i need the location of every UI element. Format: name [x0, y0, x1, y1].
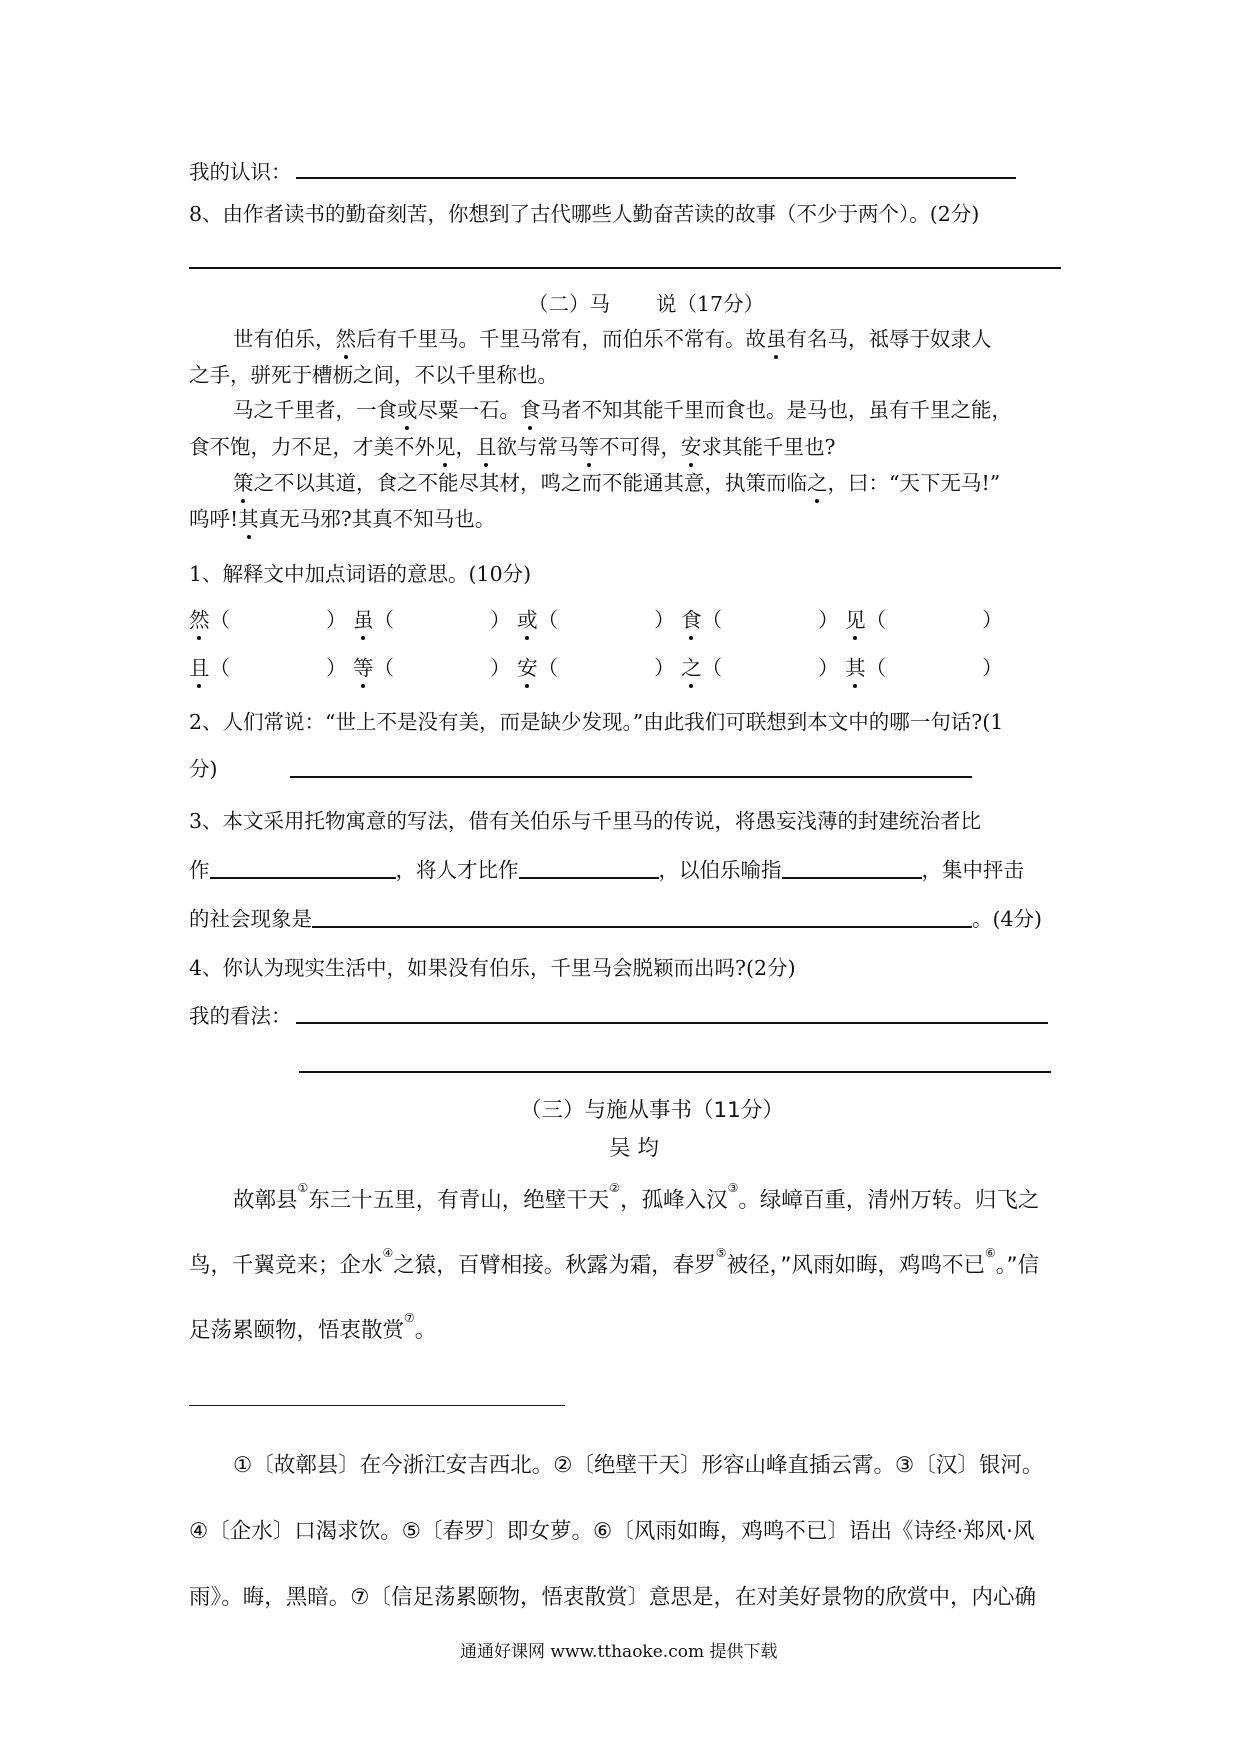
q4-text: 4、你认为现实生活中，如果没有伯乐，千里马会脱颖而出吗?(2分) — [189, 956, 796, 980]
q1-row1: 然（ ） 虽（ ） 或（ ） 食（ ） 见（ ） — [189, 603, 1003, 633]
term: 安 — [517, 651, 538, 681]
passage-para3-line1: 策之不以其道，食之不能尽其材，鸣之而不能通其意，执策而临之，曰：“天下无马!” — [233, 466, 1000, 496]
q3-fill-line1: 作 ，将人才比作 ，以伯乐喻指 ，集中抨击 — [189, 858, 1024, 882]
term: 虽 — [353, 603, 374, 633]
dotted-word: 等 — [579, 430, 600, 460]
passage-para2-line1: 马之千里者，一食或尽粟一石。食马者不知其能千里而食也。是马也，虽有千里之能， — [233, 393, 1012, 423]
q1-text: 1、解释文中加点词语的意思。(10分) — [189, 562, 532, 586]
term: 之 — [681, 651, 702, 681]
q4-answer-line-2 — [299, 1071, 1051, 1073]
dotted-word: 然 — [336, 322, 357, 352]
term: 食 — [681, 603, 702, 633]
q1-row2: 且（ ） 等（ ） 安（ ） 之（ ） 其（ ） — [189, 651, 1003, 681]
dotted-word: 且 — [476, 430, 497, 460]
term: 且 — [189, 651, 210, 681]
passage-para1-line1: 世有伯乐，然后有千里马。千里马常有，而伯乐不常有。故虽有名马，祗辱于奴隶人 — [233, 322, 992, 352]
section3-para-line3: 足荡累颐物，悟衷散赏⑦。 — [189, 1311, 437, 1343]
dotted-word: 策 — [233, 466, 254, 496]
footnote-line3: 雨》。晦，黑暗。⑦〔信足荡累颐物，悟衷散赏〕意思是，在对美好景物的欣赏中，内心确 — [189, 1585, 1037, 1610]
passage-para2-line2: 食不饱，力不足，才美不外见，且欲与常马等不可得，安求其能千里也? — [189, 430, 836, 460]
dotted-word: 或 — [397, 393, 418, 423]
section2-title-part1: （二）马 — [528, 292, 610, 316]
section3-author: 吴 均 — [609, 1136, 659, 1161]
section3-para-line2: 鸟，千翼竞来；企水④之猿，百臂相接。秋露为霜，春罗⑤被径，”风雨如晦，鸡鸣不已⑥。”信 — [189, 1246, 1040, 1278]
dotted-word: 虽 — [766, 322, 787, 352]
term: 其 — [845, 651, 866, 681]
footnote-line1: ①〔故鄣县〕在今浙江安吉西北。②〔绝壁干天〕形容山峰直插云霄。③〔汉〕银河。 — [233, 1453, 1044, 1478]
q4-answer-line-1 — [296, 1022, 1048, 1024]
dotted-word: 安 — [681, 430, 702, 460]
q3-text: 3、本文采用托物寓意的写法，借有关伯乐与千里马的传说，将愚妄浅薄的封建统治者比 — [189, 809, 982, 833]
term: 见 — [845, 603, 866, 633]
term: 或 — [517, 603, 538, 633]
q8-answer-line — [189, 267, 1061, 269]
footnote-separator — [189, 1405, 565, 1406]
q2-answer-line — [290, 776, 972, 778]
q8-text: 8、由作者读书的勤奋刻苦，你想到了古代哪些人勤奋苦读的故事（不少于两个）。(2分) — [189, 202, 980, 226]
passage-para1-line2: 之手，骈死于槽枥之间，不以千里称也。 — [189, 363, 558, 387]
footnote-line2: ④〔企水〕口渴求饮。⑤〔春罗〕即女萝。⑥〔风雨如晦，鸡鸣不已〕语出《诗经·郑风·风 — [189, 1519, 1035, 1544]
dotted-word: 之 — [807, 466, 828, 496]
dotted-word: 见 — [435, 430, 456, 460]
passage-para3-line2: 呜呼!其真无马邪?其真不知马也。 — [189, 502, 495, 532]
q2-text-cont: 分) — [189, 757, 218, 781]
page-footer: 通通好课网 www.tthaoke.com 提供下载 — [460, 1642, 778, 1662]
term: 等 — [353, 651, 374, 681]
q7-answer-line — [296, 177, 1016, 179]
section3-title: （三）与施从事书（11分） — [520, 1098, 784, 1123]
q2-text: 2、人们常说：“世上不是没有美，而是缺少发现。”由此我们可联想到本文中的哪一句话?(1 — [189, 710, 1004, 734]
term: 然 — [189, 603, 210, 633]
q7-answer-label: 我的认识： — [189, 160, 292, 184]
q3-fill-line2: 的社会现象是 。(4分) — [189, 907, 1043, 931]
q4-answer-label: 我的看法： — [189, 1004, 292, 1028]
section2-title-part2: 说（17分） — [656, 292, 765, 316]
dotted-word: 其 — [238, 502, 259, 532]
section3-para-line1: 故鄣县①东三十五里，有青山，绝壁干天②，孤峰入汉③。绿嶂百重，清州万转。归飞之 — [233, 1181, 1040, 1213]
dotted-word: 食 — [520, 393, 541, 423]
